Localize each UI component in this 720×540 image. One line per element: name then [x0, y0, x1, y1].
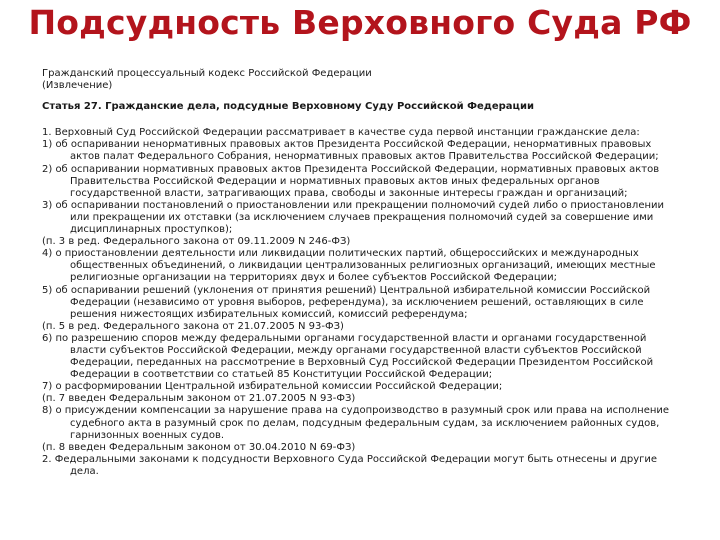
list-item-1: 1) об оспаривании ненормативных правовых актов Президента Российской Федерации, ненормативных правовых актов палат Федерального Собрания, ненормативных правовых актов Правительства Российской Федерации;	[42, 139, 659, 163]
code-name: Гражданский процессуальный кодекс Российской Федерации	[42, 68, 372, 79]
list-item-2: 2) об оспаривании нормативных правовых актов Президента Российской Федерации, нормативных правовых актов Правительства Российской Федерации и нормативных правовых актов иных федеральных органов государственной власти, затрагивающих права, свободы и законные интересы граждан и организаций;	[42, 163, 660, 199]
amendment-note-8: (п. 8 введен Федеральным законом от 30.04.2010 N 69-ФЗ)	[42, 441, 356, 453]
list-item-7: 7) о расформировании Центральной избирательной комиссии Российской Федерации;	[42, 381, 503, 393]
document-body	[42, 68, 682, 478]
list-item-3: 3) об оспаривании постановлений о приостановлении или прекращении полномочий судей либо о приостановлении или прекращении их отставки (за исключением случаев прекращения полномочий судей за совершение ими дисциплинарных проступков);	[42, 199, 665, 236]
list-item-4: 4) о приостановлении деятельности или ликвидации политических партий, общероссийских и международных общественных объединений, о ликвидации централизованных религиозных организаций, имеющих местные религиозные организации на территориях двух и более субъектов Российской Федерации;	[42, 248, 656, 284]
list-item-5: 5) об оспаривании решений (уклонения от принятия решений) Центральной избирательной комиссии Российской Федерации (независимо от уровня выборов, референдума), за исключением решений, оставляющих в силе решения нижестоящих избирательных комиссий, комиссий референдума;	[42, 284, 651, 320]
paragraph-2: 2. Федеральными законами к подсудности Верховного Суда Российской Федерации могут быть отнесены и другие дела.	[42, 453, 658, 477]
amendment-note-7: (п. 7 введен Федеральным законом от 21.07.2005 N 93-ФЗ)	[42, 393, 356, 405]
amendment-note-3: (п. 3 в ред. Федерального закона от 09.11.2009 N 246-ФЗ)	[42, 236, 351, 248]
article-heading: Статья 27. Гражданские дела, подсудные Верховному Суду Российской Федерации	[42, 101, 534, 113]
amendment-note-5: (п. 5 в ред. Федерального закона от 21.07.2005 N 93-ФЗ)	[42, 320, 344, 332]
paragraph-1: 1. Верховный Суд Российской Федерации рассматривает в качестве суда первой инстанции гражданские дела:	[42, 127, 640, 139]
page-title: Подсудность Верховного Суда РФ	[28, 3, 692, 42]
list-item-8: 8) о присуждении компенсации за нарушение права на судопроизводство в разумный срок или права на исполнение судебного акта в разумный срок по делам, подсудным федеральным судам, за исключением районных судов, гарнизонных военных судов.	[42, 405, 670, 441]
extract-label: (Извлечение)	[42, 80, 113, 92]
list-item-6: 6) по разрешению споров между федеральными органами государственной власти и органами государственной власти субъектов Российской Федерации, между органами государственной власти субъектов Российской Федерации, переданных на рассмотрение в Верховный Суд Российской Федерации Президентом Российской Федерации в соответствии со статьей 85 Конституции Российской Федерации;	[42, 332, 654, 381]
